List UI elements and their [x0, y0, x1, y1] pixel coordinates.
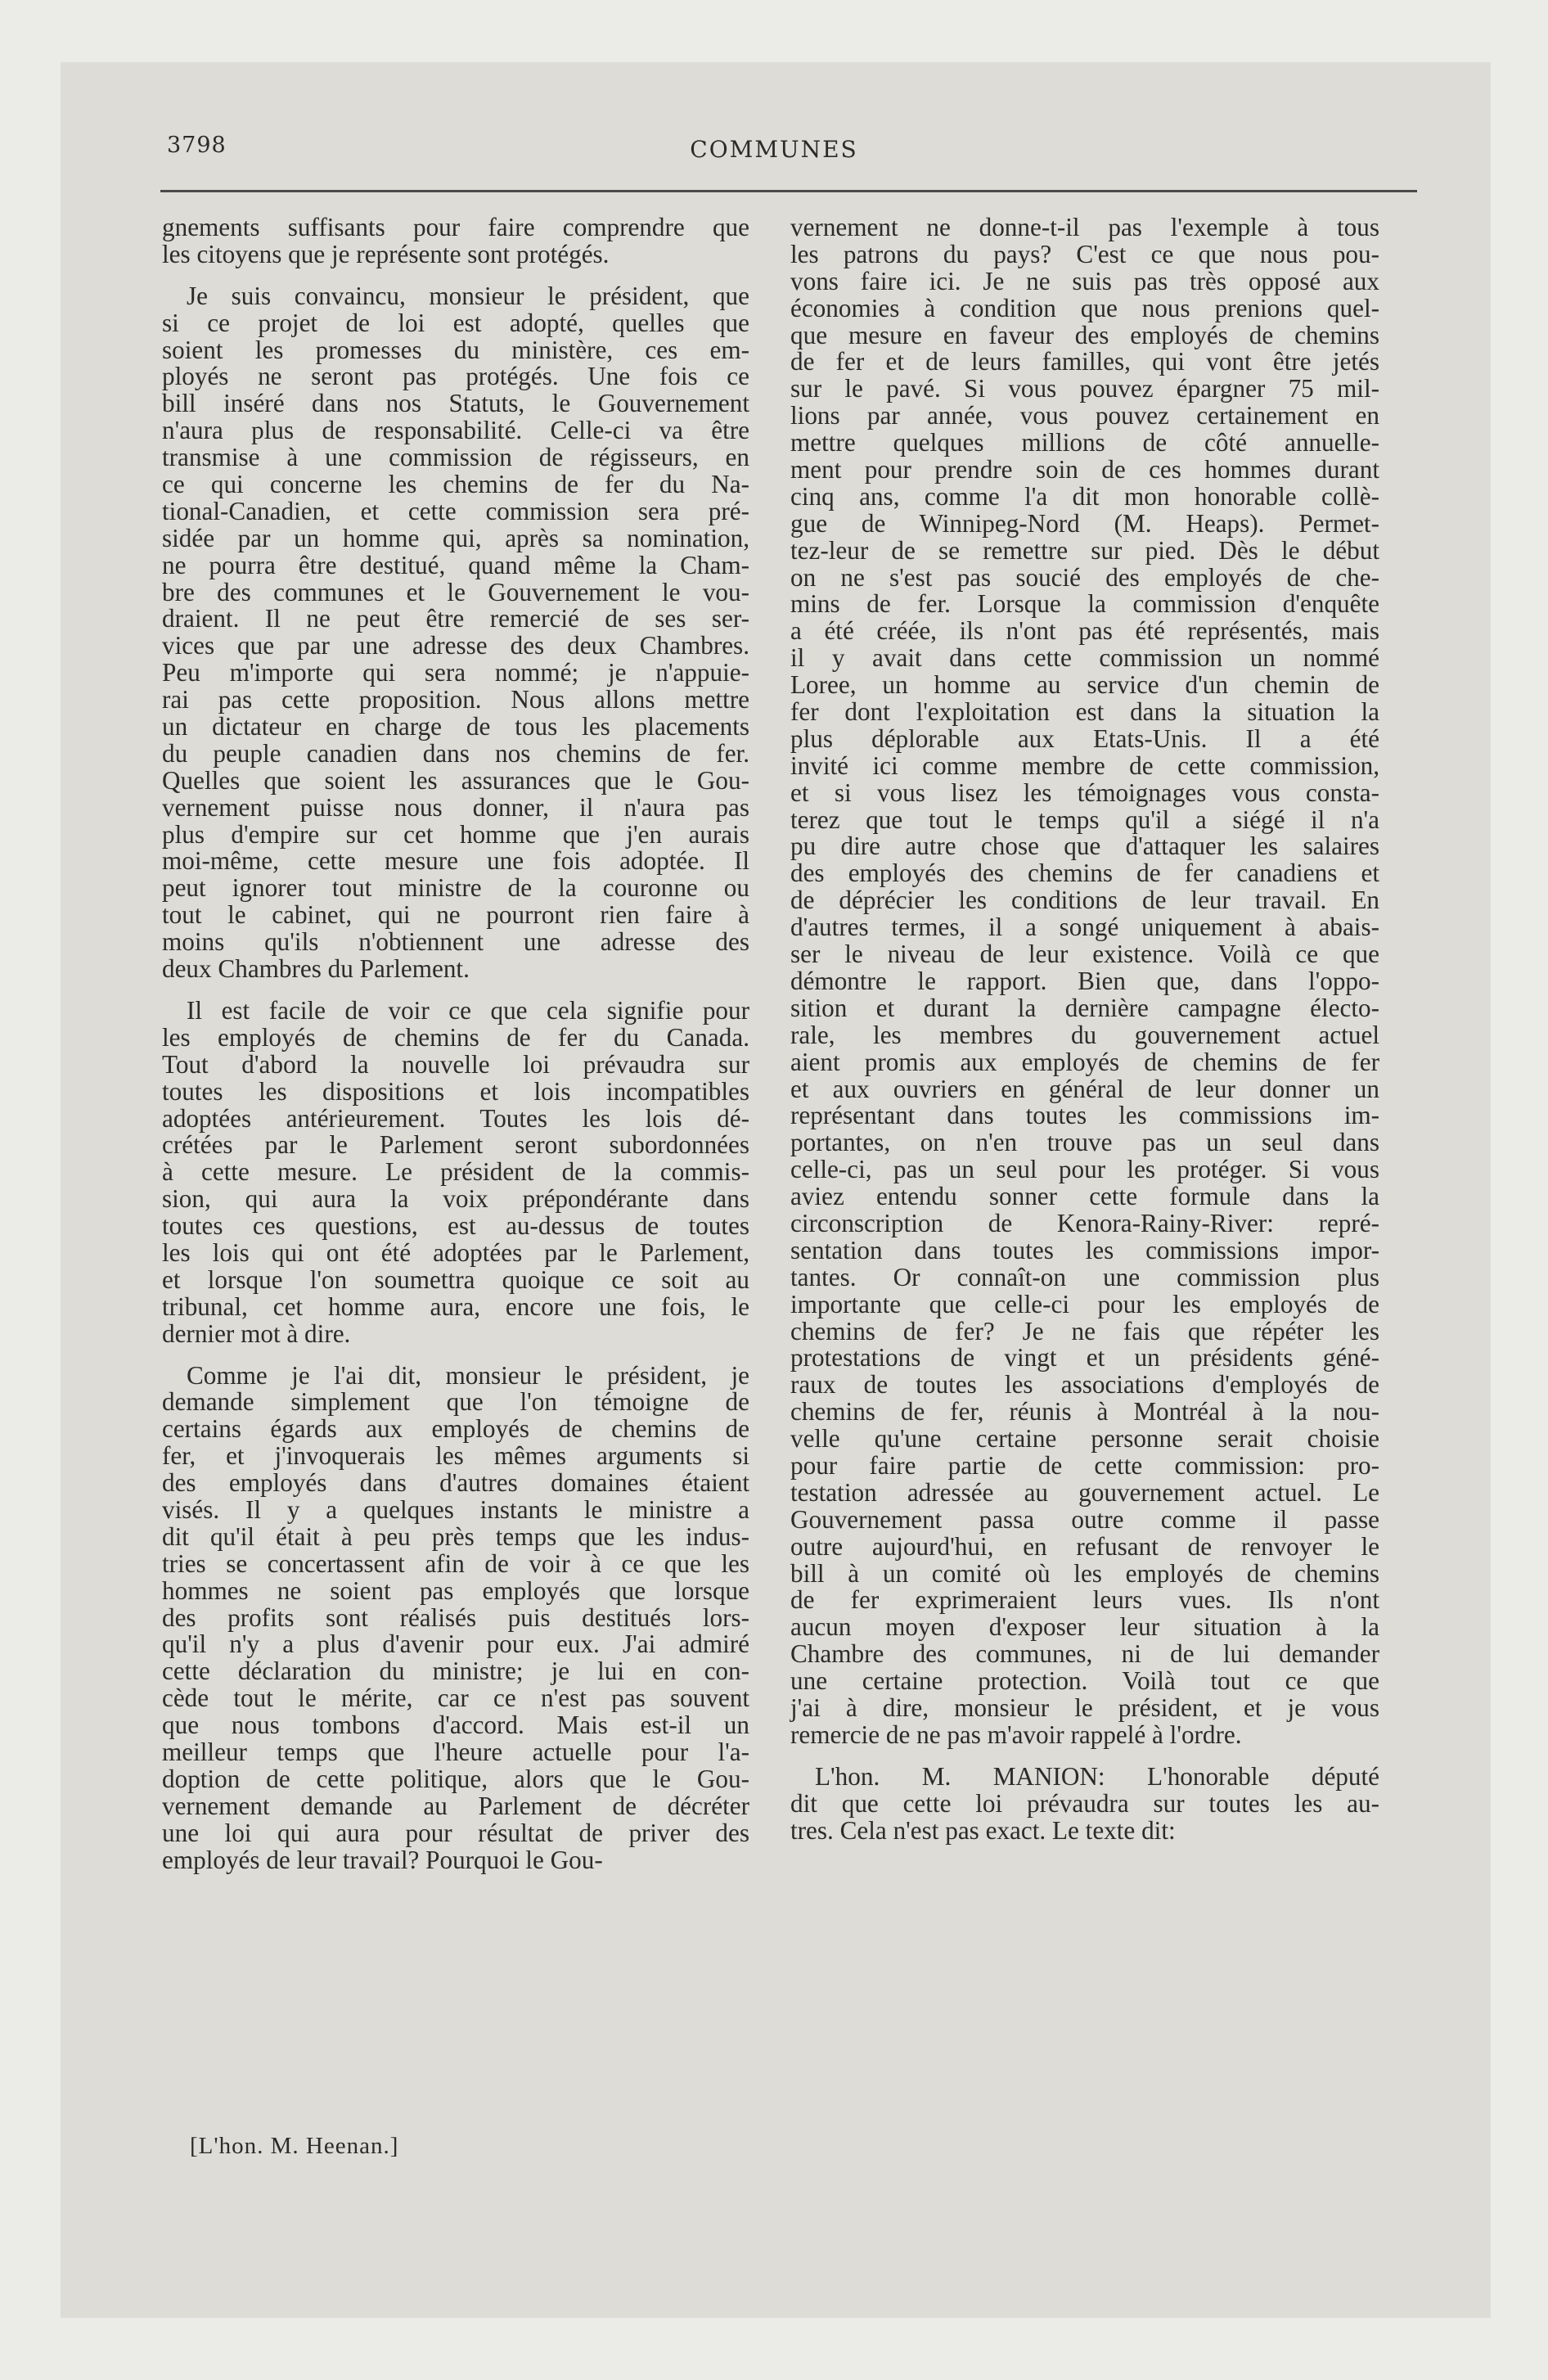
text-line: doption de cette politique, alors que le Gou-: [162, 1764, 749, 1793]
text-line: tribunal, cet homme aura, encore une fois, le: [162, 1291, 749, 1321]
text-line: circonscription de Kenora-Rainy-River: repré-: [790, 1208, 1379, 1237]
text-line: visés. Il y a quelques instants le ministre a: [162, 1494, 749, 1524]
text-line: certains égards aux employés de chemins de: [162, 1414, 749, 1444]
text-line: que nous tombons d'accord. Mais est-il un: [162, 1711, 749, 1740]
text-line: il y avait dans cette commission un nommé: [790, 643, 1379, 673]
text-line: un dictateur en charge de tous les placements: [162, 712, 749, 741]
text-line: sentation dans toutes les commissions impor-: [790, 1235, 1379, 1264]
text-line: vernement demande au Parlement de décréter: [162, 1791, 749, 1820]
text-line: les lois qui ont été adoptées par le Parlement,: [162, 1237, 749, 1267]
text-line: rai pas cette proposition. Nous allons mettre: [162, 685, 749, 714]
text-line: à cette mesure. Le président de la commis-: [162, 1157, 749, 1187]
text-line: cinq ans, comme l'a dit mon honorable collè-: [790, 481, 1379, 511]
text-line: bre des communes et le Gouvernement le vou-: [162, 577, 749, 606]
text-line: qu'il n'y a plus d'avenir pour eux. J'ai admiré: [162, 1629, 749, 1659]
text-line: et aux ouvriers en général de leur donner un: [790, 1074, 1379, 1103]
text-line: pu dire autre chose que d'attaquer les salaires: [790, 832, 1379, 861]
text-line: mettre quelques millions de côté annuelle-: [790, 428, 1379, 458]
running-head: COMMUNES: [690, 136, 858, 163]
text-line: des profits sont réalisés puis destitués lors-: [162, 1602, 749, 1632]
text-line: du peuple canadien dans nos chemins de fer.: [162, 738, 749, 768]
text-line: bill à un comité où les employés de chemins: [790, 1558, 1379, 1588]
paragraph: [790, 214, 1379, 1749]
text-line: a été créée, ils n'ont pas été représentés, mais: [790, 616, 1379, 646]
text-line: les employés de chemins de fer du Canada.: [162, 1022, 749, 1052]
paragraph: [162, 283, 749, 983]
header-rule: [160, 190, 1417, 192]
text-line: tout le cabinet, qui ne pourront rien faire à: [162, 900, 749, 930]
text-line: vices que par une adresse des deux Chambres.: [162, 631, 749, 660]
text-line: Il est facile de voir ce que cela signifie pour: [187, 995, 749, 1025]
text-line: pour faire partie de cette commission: pro-: [790, 1450, 1379, 1480]
text-line: que mesure en faveur des employés de chemins: [790, 320, 1379, 349]
text-line: n'aura plus de responsabilité. Celle-ci va être: [162, 416, 749, 445]
text-line: des employés des chemins de fer canadiens et: [790, 859, 1379, 888]
text-line: bill inséré dans nos Statuts, le Gouvernement: [162, 389, 749, 418]
text-line: Tout d'abord la nouvelle loi prévaudra sur: [162, 1049, 749, 1079]
text-line: hommes ne soient pas employés que lorsque: [162, 1575, 749, 1605]
paragraph: [162, 995, 749, 1348]
text-line: et lorsque l'on soumettra quoique ce soit au: [162, 1264, 749, 1294]
text-line: de fer exprimeraient leurs vues. Ils n'ont: [790, 1585, 1379, 1615]
text-line: chemins de fer? Je ne fais que répéter les: [790, 1316, 1379, 1346]
text-line: toutes les dispositions et lois incompatibles: [162, 1076, 749, 1106]
paragraph: [162, 214, 749, 268]
text-line: draient. Il ne peut être remercié de ses ser-: [162, 604, 749, 633]
text-line: chemins de fer, réunis à Montréal à la nou-: [790, 1397, 1379, 1427]
text-line: sidée par un homme qui, après sa nomination,: [162, 523, 749, 552]
text-line: soient les promesses du ministère, ces em-: [162, 335, 749, 364]
text-line: tantes. Or connaît-on une commission plus: [790, 1262, 1379, 1291]
text-line: tional-Canadien, et cette commission sera pré-: [162, 496, 749, 525]
text-line: ce qui concerne les chemins de fer du Na-: [162, 470, 749, 499]
text-line: cède tout le mérite, car ce n'est pas souvent: [162, 1684, 749, 1713]
text-line: transmise à une commission de régisseurs, en: [162, 443, 749, 472]
text-line: ment pour prendre soin de ces hommes durant: [790, 455, 1379, 485]
text-line: tres. Cela n'est pas exact. Le texte dit:: [790, 1815, 1176, 1845]
left-column: [162, 214, 749, 1873]
text-line: vernement puisse nous donner, il n'aura pas: [162, 792, 749, 822]
text-line: ployés ne seront pas protégés. Une fois ce: [162, 362, 749, 391]
right-column: [790, 214, 1379, 1844]
text-line: plus d'empire sur cet homme que j'en aurais: [162, 819, 749, 849]
text-line: les citoyens que je représente sont protégés.: [162, 239, 610, 268]
text-line: importante que celle-ci pour les employés de: [790, 1289, 1379, 1318]
text-line: les patrons du pays? C'est ce que nous pou-: [790, 239, 1379, 268]
text-line: moins qu'ils n'obtiennent une adresse des: [162, 927, 749, 957]
text-line: moi-même, cette mesure une fois adoptée. Il: [162, 846, 749, 876]
text-line: cette déclaration du ministre; je lui en con-: [162, 1657, 749, 1686]
text-line: sur le pavé. Si vous pouvez épargner 75 mil-: [790, 374, 1379, 403]
text-line: de fer et de leurs familles, qui vont être jetés: [790, 347, 1379, 376]
text-line: Peu m'importe qui sera nommé; je n'appuie-: [162, 658, 749, 687]
text-line: peut ignorer tout ministre de la couronne ou: [162, 873, 749, 903]
text-line: tez-leur de se remettre sur pied. Dès le début: [790, 535, 1379, 565]
text-line: crétées par le Parlement seront subordonnées: [162, 1130, 749, 1160]
text-line: démontre le rapport. Bien que, dans l'oppo-: [790, 966, 1379, 995]
text-line: Quelles que soient les assurances que le Gou-: [162, 765, 749, 795]
text-line: vernement ne donne-t-il pas l'exemple à tous: [790, 213, 1379, 241]
text-line: toutes ces questions, est au-dessus de toutes: [162, 1211, 749, 1241]
text-line: ser le niveau de leur existence. Voilà ce que: [790, 940, 1379, 969]
text-line: vons faire ici. Je ne suis pas très opposé aux: [790, 266, 1379, 295]
text-line: Loree, un homme au service d'un chemin de: [790, 670, 1379, 700]
text-line: plus déplorable aux Etats-Unis. Il a été: [790, 723, 1379, 753]
text-line: si ce projet de loi est adopté, quelles que: [162, 308, 749, 337]
text-line: Je suis convaincu, monsieur le président, que: [187, 281, 749, 310]
text-line: d'autres termes, il a songé uniquement à abais-: [790, 913, 1379, 942]
text-line: L'hon. M. MANION: L'honorable député: [815, 1761, 1379, 1791]
text-line: des employés dans d'autres domaines étaient: [162, 1468, 749, 1498]
page-number: 3798: [167, 133, 227, 158]
speaker-note: [L'hon. M. Heenan.]: [190, 2133, 399, 2159]
paragraph: [162, 1360, 749, 1874]
text-line: gue de Winnipeg-Nord (M. Heaps). Permet-: [790, 508, 1379, 538]
text-line: sition et durant la dernière campagne électo-: [790, 993, 1379, 1022]
text-line: demande simplement que l'on témoigne de: [162, 1387, 749, 1417]
text-line: une certaine protection. Voilà tout ce que: [790, 1666, 1379, 1696]
text-line: Chambre des communes, ni de lui demander: [790, 1639, 1379, 1669]
text-line: ne pourra être destitué, quand même la Cham-: [162, 550, 749, 579]
text-line: gnements suffisants pour faire comprendre que: [162, 213, 749, 241]
text-line: dit qu'il était à peu près temps que les indus-: [162, 1521, 749, 1551]
text-line: de déprécier les conditions de leur travail. En: [790, 886, 1379, 915]
text-line: remercie de ne pas m'avoir rappelé à l'ordre.: [790, 1720, 1242, 1749]
text-line: aucun moyen d'exposer leur situation à la: [790, 1612, 1379, 1642]
text-line: deux Chambres du Parlement.: [162, 954, 470, 984]
text-line: aviez entendu sonner cette formule dans la: [790, 1182, 1379, 1211]
text-line: représentant dans toutes les commissions im-: [790, 1101, 1379, 1130]
text-line: économies à condition que nous prenions quel-: [790, 293, 1379, 322]
text-line: Gouvernement passa outre comme il passe: [790, 1504, 1379, 1534]
paragraph: [790, 1761, 1379, 1845]
text-line: une loi qui aura pour résultat de priver des: [162, 1818, 749, 1847]
text-line: employés de leur travail? Pourquoi le Gou-: [162, 1845, 603, 1874]
text-line: protestations de vingt et un présidents géné-: [790, 1343, 1379, 1373]
text-line: sion, qui aura la voix prépondérante dans: [162, 1184, 749, 1214]
text-line: aient promis aux employés de chemins de fer: [790, 1047, 1379, 1076]
text-line: mins de fer. Lorsque la commission d'enquête: [790, 589, 1379, 619]
text-line: j'ai à dire, monsieur le président, et je vous: [790, 1693, 1379, 1722]
text-line: testation adressée au gouvernement actuel. Le: [790, 1477, 1379, 1507]
text-line: on ne s'est pas soucié des employés de che-: [790, 562, 1379, 592]
text-line: Comme je l'ai dit, monsieur le président, je: [187, 1360, 749, 1390]
text-line: raux de toutes les associations d'employés de: [790, 1370, 1379, 1400]
text-line: et si vous lisez les témoignages vous consta-: [790, 778, 1379, 807]
text-line: lions par année, vous pouvez certainement en: [790, 401, 1379, 430]
text-line: dit que cette loi prévaudra sur toutes les au-: [790, 1788, 1379, 1818]
text-line: invité ici comme membre de cette commission,: [790, 751, 1379, 780]
text-line: outre aujourd'hui, en refusant de renvoyer le: [790, 1531, 1379, 1561]
text-line: meilleur temps que l'heure actuelle pour l'a-: [162, 1737, 749, 1766]
text-line: velle qu'une certaine personne serait choisie: [790, 1424, 1379, 1454]
text-line: celle-ci, pas un seul pour les protéger. Si vous: [790, 1155, 1379, 1184]
text-line: terez que tout le temps qu'il a siégé il n'a: [790, 805, 1379, 834]
text-line: tries se concertassent afin de voir à ce que les: [162, 1548, 749, 1578]
text-line: portantes, on n'en trouve pas un seul dans: [790, 1128, 1379, 1157]
text-line: adoptées antérieurement. Toutes les lois dé-: [162, 1103, 749, 1133]
text-line: rale, les membres du gouvernement actuel: [790, 1020, 1379, 1049]
text-line: fer dont l'exploitation est dans la situation la: [790, 697, 1379, 727]
text-line: fer, et j'invoquerais les mêmes arguments si: [162, 1441, 749, 1471]
text-line: dernier mot à dire.: [162, 1318, 351, 1348]
